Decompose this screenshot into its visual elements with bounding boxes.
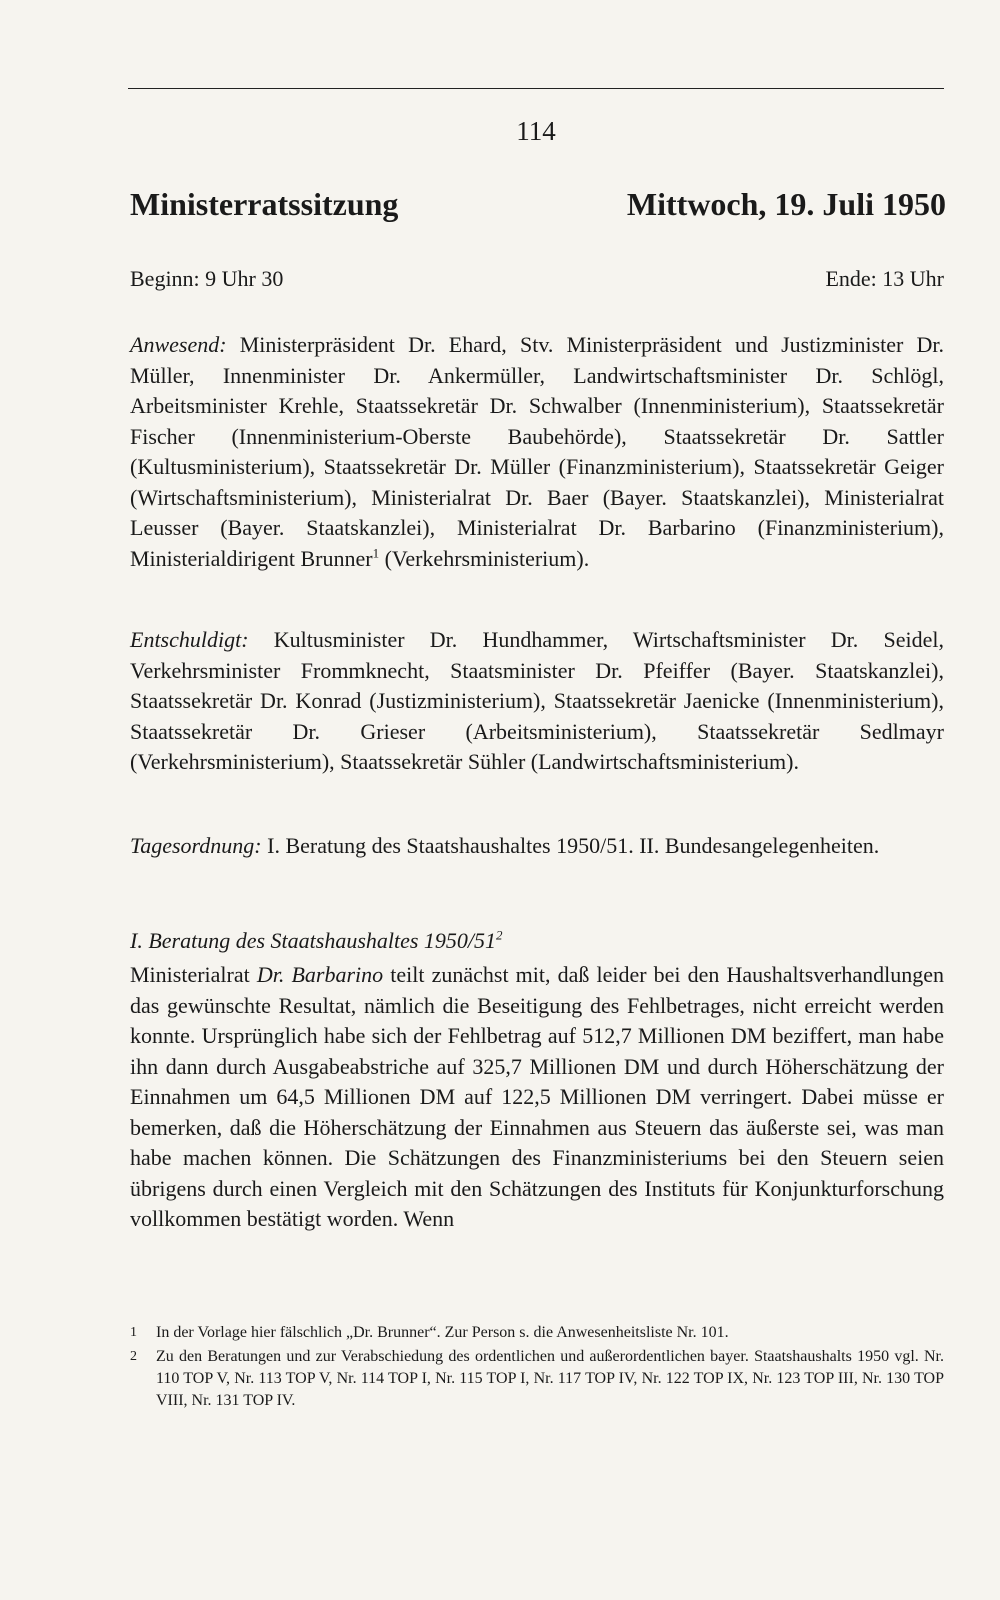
footnote-item xyxy=(130,1346,944,1412)
footnotes xyxy=(130,1322,944,1414)
page-number: 114 xyxy=(516,116,556,146)
agenda xyxy=(130,831,944,862)
footnote-ref-2[interactable]: 2 xyxy=(496,927,503,943)
present-text-end: (Verkehrsministerium). xyxy=(379,545,590,571)
attendance-excused xyxy=(130,625,944,778)
section-heading-text: I. Beratung des Staatshaushaltes 1950/51 xyxy=(130,928,497,953)
present-text: Ministerpräsident Dr. Ehard, Stv. Ministerpräsident und Justizminister Dr. Müller, Innenminister Dr. Ankermüller, Landwirtschaftsminister Dr. Schlögl, Arbeitsminister Krehle, Staatssekretär Dr. Schwalber (Innenministerium), Staatssekretär Fischer (Innenministerium-Oberste Baubehörde), Staatssekretär Dr. Sattler (Kultusministerium), Staatssekretär Dr. Müller (Finanzministerium), Staatssekretär Geiger (Wirtschaftsministerium), Ministerialrat Dr. Baer (Bayer. Staatskanzlei), Ministerialrat Leusser (Bayer. Staatskanzlei), Ministerialrat Dr. Barbarino (Finanzministerium), Ministerialdirigent Brunner xyxy=(130,332,945,571)
footnote-text: Zu den Beratungen und zur Verabschiedung des ordentlichen und außerordentlichen bayer. Staatshaushalts 1950 vgl. Nr. 110 TOP V, Nr. 113 TOP V, Nr. 114 TOP I, Nr. 115 TOP I, Nr. 117 TOP IV, Nr. 122 TOP IX, Nr. 123 TOP III, Nr. 130 TOP VIII, Nr. 131 TOP IV. xyxy=(156,1348,944,1409)
agenda-label: Tagesordnung: xyxy=(130,833,262,858)
speaker-title: Dr. xyxy=(256,962,285,987)
present-label: Anwesend: xyxy=(130,332,227,357)
speaker-prefix: Ministerialrat xyxy=(130,962,257,987)
section-heading xyxy=(130,928,944,954)
time-row xyxy=(130,266,944,292)
section-body xyxy=(130,960,944,1235)
excused-text: Kultusminister Dr. Hundhammer, Wirtschaftsminister Dr. Seidel, Verkehrsminister Frommknecht, Staatsminister Dr. Pfeiffer (Bayer. Staatskanzlei), Staatssekretär Dr. Konrad (Justizministerium), Staatssekretär Jaenicke (Innenministerium), Staatssekretär Dr. Grieser (Arbeitsministerium), Staatssekretär Sedlmayr (Verkehrsministerium), Staatssekretär Sühler (Landwirtschaftsministerium). xyxy=(130,627,944,774)
section-body-text: teilt zunächst mit, daß leider bei den Haushaltsverhandlungen das gewünschte Resultat, nämlich die Beseitigung des Fehlbetrages, nicht erreicht werden konnte. Ursprünglich habe sich der Fehlbetrag auf 512,7 Millionen DM beziffert, man habe ihn dann durch Ausgabeabstriche auf 325,7 Millionen DM und durch Höherschätzung der Einnahmen um 64,5 Millionen DM auf 122,5 Millionen DM verringert. Dabei müsse er bemerken, daß die Höherschätzung der Einnahmen aus Steuern das äußerste sei, was man habe machen können. Die Schätzungen des Finanzministeriums bei den Steuern seien übrigens durch einen Vergleich mit den Schätzungen des Instituts für Konjunkturforschung vollkommen bestätigt worden. Wenn xyxy=(130,962,944,1231)
footnote-ref-1[interactable]: 1 xyxy=(372,545,380,561)
session-date: Mittwoch, 19. Juli 1950 xyxy=(626,186,946,222)
title-row xyxy=(130,186,946,223)
end-time: Ende: 13 Uhr xyxy=(825,266,944,291)
footnote-item xyxy=(130,1322,944,1344)
footnote-text: In der Vorlage hier fälschlich „Dr. Brunner“. Zur Person s. die Anwesenheitsliste Nr. 101. xyxy=(156,1324,729,1341)
footnote-number: 1 xyxy=(130,1325,137,1340)
start-time: Beginn: 9 Uhr 30 xyxy=(130,266,284,291)
speaker-name: Barbarino xyxy=(291,962,384,987)
excused-label: Entschuldigt: xyxy=(130,627,249,652)
attendance-present xyxy=(130,330,944,574)
header-rule xyxy=(128,88,944,89)
footnote-number: 2 xyxy=(130,1349,137,1364)
agenda-text: I. Beratung des Staatshaushaltes 1950/51. II. Bundesangelegenheiten. xyxy=(267,833,880,858)
session-title: Ministerratssitzung xyxy=(130,186,399,222)
